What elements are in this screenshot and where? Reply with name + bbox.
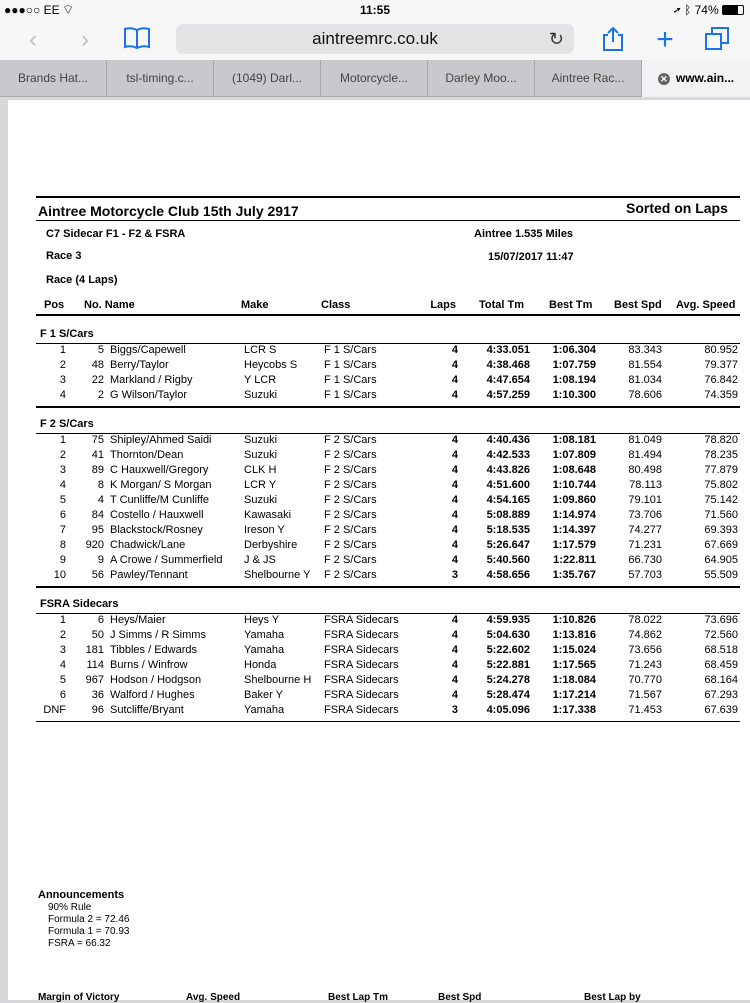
table-cell: 78.022 — [628, 614, 662, 626]
table-cell: F 2 S/Cars — [324, 479, 377, 491]
table-cell: Heys Y — [244, 614, 280, 626]
table-cell: 7 — [59, 524, 66, 536]
table-cell: 4:42.533 — [486, 449, 530, 461]
tab-motorcycle[interactable]: Motorcycle... — [321, 60, 428, 97]
tab-aintree-racing[interactable]: Aintree Rac... — [535, 60, 642, 97]
table-cell: 920 — [85, 539, 104, 551]
table-cell: J Simms / R Simms — [110, 629, 206, 641]
table-cell: 5 — [59, 494, 66, 506]
table-cell: 6 — [97, 614, 104, 626]
table-cell: Baker Y — [244, 689, 283, 701]
table-cell: Sutcliffe/Bryant — [110, 704, 184, 716]
table-cell: 68.518 — [704, 644, 738, 656]
table-cell: 80.952 — [704, 344, 738, 356]
table-cell: 1:07.759 — [552, 359, 596, 371]
table-cell: 4:33.051 — [486, 344, 530, 356]
table-cell: Suzuki — [244, 449, 278, 461]
table-cell: 70.770 — [628, 674, 662, 686]
table-cell: F 2 S/Cars — [324, 449, 377, 461]
table-cell: A Crowe / Summerfield — [110, 554, 223, 566]
table-cell: Shelbourne Y — [244, 569, 311, 581]
table-cell: 75 — [91, 434, 104, 446]
table-cell: 81.494 — [628, 449, 662, 461]
table-cell: 1 — [59, 434, 66, 446]
table-cell: Shipley/Ahmed Saidi — [110, 434, 212, 446]
group-name: F 2 S/Cars — [40, 418, 94, 430]
table-cell: 81.554 — [628, 359, 662, 371]
table-cell: 81.049 — [628, 434, 662, 446]
table-cell: 5:28.474 — [486, 689, 530, 701]
table-cell: Derbyshire — [244, 539, 298, 551]
table-cell: 4 — [451, 464, 458, 476]
table-cell: 9 — [59, 554, 66, 566]
web-page[interactable] — [8, 100, 750, 1003]
table-cell: Suzuki — [244, 389, 278, 401]
table-cell: 41 — [91, 449, 104, 461]
table-cell: 4 — [451, 629, 458, 641]
table-cell: 89 — [91, 464, 104, 476]
table-cell: 2 — [59, 359, 66, 371]
table-cell: FSRA Sidecars — [324, 644, 399, 656]
table-cell: 181 — [85, 644, 104, 656]
table-cell: 4 — [451, 539, 458, 551]
table-cell: FSRA Sidecars — [324, 614, 399, 626]
table-cell: F 1 S/Cars — [324, 344, 377, 356]
table-cell: 4:05.096 — [486, 704, 530, 716]
table-cell: 1 — [59, 344, 66, 356]
table-cell: 1:10.826 — [552, 614, 596, 626]
table-cell: 4:40.436 — [486, 434, 530, 446]
table-cell: 71.560 — [704, 509, 738, 521]
table-cell: 5 — [59, 674, 66, 686]
table-cell: 4:54.165 — [486, 494, 530, 506]
table-cell: 8 — [59, 539, 66, 551]
table-cell: 3 — [59, 644, 66, 656]
table-cell: CLK H — [244, 464, 277, 476]
table-cell: FSRA Sidecars — [324, 674, 399, 686]
wifi-icon: ⌔ — [62, 2, 75, 17]
table-cell: Thornton/Dean — [110, 449, 184, 461]
table-cell: Ireson Y — [244, 524, 285, 536]
table-cell: 1:17.214 — [552, 689, 596, 701]
table-cell: 78.606 — [628, 389, 662, 401]
back-button[interactable]: ‹ — [29, 26, 37, 53]
table-cell: 5:18.535 — [486, 524, 530, 536]
table-cell: 74.277 — [628, 524, 662, 536]
battery-icon — [722, 5, 744, 15]
table-cell: 95 — [91, 524, 104, 536]
table-cell: Kawasaki — [244, 509, 292, 521]
tab-tsl-timing[interactable]: tsl-timing.c... — [107, 60, 214, 97]
table-cell: 5:40.560 — [486, 554, 530, 566]
table-cell: 4 — [451, 434, 458, 446]
table-cell: 4 — [451, 494, 458, 506]
table-cell: 1:18.084 — [552, 674, 596, 686]
table-cell: 4 — [451, 449, 458, 461]
table-cell: 4 — [451, 524, 458, 536]
address-bar[interactable] — [176, 24, 574, 54]
table-cell: 67.639 — [704, 704, 738, 716]
table-cell: 84 — [91, 509, 104, 521]
table-cell: 4 — [97, 494, 104, 506]
table-cell: 67.669 — [704, 539, 738, 551]
table-cell: 79.101 — [628, 494, 662, 506]
table-cell: 4 — [451, 554, 458, 566]
table-cell: 1:17.579 — [552, 539, 596, 551]
table-cell: 71.567 — [628, 689, 662, 701]
table-cell: C Hauxwell/Gregory — [110, 464, 209, 476]
table-cell: 71.453 — [628, 704, 662, 716]
table-cell: Chadwick/Lane — [110, 539, 186, 551]
table-cell: 4:47.654 — [486, 374, 530, 386]
table-cell: J & JS — [244, 554, 276, 566]
table-cell: 4 — [451, 689, 458, 701]
table-cell: 22 — [91, 374, 104, 386]
table-cell: 1:17.338 — [552, 704, 596, 716]
table-cell: 2 — [97, 389, 104, 401]
table-cell: Yamaha — [244, 629, 285, 641]
table-cell: 73.696 — [704, 614, 738, 626]
table-cell: 3 — [59, 374, 66, 386]
table-cell: F 1 S/Cars — [324, 374, 377, 386]
table-cell: 5 — [97, 344, 104, 356]
table-cell: 2 — [59, 449, 66, 461]
table-cell: 4 — [451, 359, 458, 371]
table-cell: 4 — [451, 614, 458, 626]
table-cell: 2 — [59, 629, 66, 641]
table-cell: Biggs/Capewell — [110, 344, 186, 356]
table-cell: 1:14.974 — [552, 509, 596, 521]
table-cell: 78.113 — [629, 479, 662, 491]
table-cell: 48 — [91, 359, 104, 371]
table-cell: 36 — [91, 689, 104, 701]
table-cell: Suzuki — [244, 494, 278, 506]
table-cell: 72.560 — [704, 629, 738, 641]
results-document: Aintree Motorcycle Club 15th July 2917 Sorted on Laps C7 Sidecar F1 - F2 & FSRA Aintree 1.535 Miles Race 3 15/07/2017 11:47 Race (4 Laps) Pos No. Name Make Class Laps Total Tm Best Tm Best Spd Avg. Speed F 1 S/Cars 1 5 Biggs/Capewell LCR S F 1 S/Cars 4 4:33.051 1:06.304 83.343 80.952 2 48 Berry/Taylor Heycobs S F 1 S/Cars 4 4:38.468 1:07.759 81.554 79.377 3 22 Markland / Rigby Y LCR F 1 S/Cars 4 4:47.654 1:08.194 81.034 76.842 4 2 G Wilson/Taylor Suzuki F 1 S/Cars 4 4:57.259 1:10.300 78.606 74.359 F 2 S/Cars 1 75 Shipley/Ahmed Saidi Suzuki F 2 S/Cars 4 4:40.436 1:08.181 81.049 78.820 2 41 Thornton/Dean Suzuki F 2 S/Cars 4 4:42.533 1:07.809 81.494 78.235 3 89 C Hauxwell/Gregory CLK H F 2 S/Cars 4 4:43.826 1:08.648 80.498 77.879 4 8 K Morgan/ S Morgan LCR Y F 2 S/Cars 4 4:51.600 1:10.744 78.113 75.802 5 4 T Cunliffe/M Cunliffe Suzuki F 2 S/Cars 4 4:54.165 1:09.860 79.101 75.142 6 84 Costello / Hauxwell Kawasaki F 2 S/Cars 4 5:08.889 1:14.974 73.706 71.560 7 95 Blackstock/Rosney Ireson Y F 2 S/Cars 4 5:18.535 1:14.397 74.277 69.393 8 920 Chadwick/Lane Derbyshire F 2 S/Cars 4 5:26.647 1:17.579 71.231 67.669 9 9 A Crowe / Summerfield J & JS F 2 S/Cars 4 5:40.560 1:22.811 66.730 64.905 10 56 Pawley/Tennant Shelbourne Y F 2 S/Cars 3 4:58.656 1:35.767 57.703 55.509 FSRA Sidecars 1 6 Heys/Maier Heys Y FSRA Sidecars 4 4:59.935 1:10.826 78.022 73.696 2 50 J Simms / R Simms Yamaha FSRA Sidecars 4 5:04.630 1:13.816 74.862 72.560 3 181 Tibbles / Edwards Yamaha FSRA Sidecars 4 5:22.602 1:15.024 73.656 68.518 4 114 Burns / Winfrow Honda FSRA Sidecars 4 5:22.881 1:17.565 71.243 68.459 5 967 Hodson / Hodgson Shelbourne H FSRA Sidecars 4 5:24.278 1:18.084 70.770 68.164 6 36 Walford / Hughes Baker Y FSRA Sidecars 4 5:28.474 1:17.214 71.567 67.293 DNF 96 Sutcliffe/Bryant Yamaha FSRA Sidecars 3 4:05.096 1:17.338 71.453 67.639 Announcements 90% Rule Formula 2 = 72.46 Formula 1 = 70.93 FSRA = 66.32 Margin of Victory Avg. Speed Best Lap Tm Best Spd Best Lap by — [8, 100, 750, 1000]
table-cell: Suzuki — [244, 434, 278, 446]
table-cell: 81.034 — [628, 374, 662, 386]
table-cell: 68.164 — [704, 674, 738, 686]
table-cell: 1:08.181 — [552, 434, 596, 446]
table-cell: 5:22.881 — [486, 659, 530, 671]
table-cell: 5:26.647 — [486, 539, 530, 551]
table-cell: 96 — [91, 704, 104, 716]
table-cell: FSRA Sidecars — [324, 689, 399, 701]
table-cell: 74.359 — [704, 389, 738, 401]
table-cell: 73.656 — [628, 644, 662, 656]
table-cell: 1 — [59, 614, 66, 626]
table-cell: 5:08.889 — [486, 509, 530, 521]
tabs-overview-icon[interactable] — [702, 26, 732, 54]
table-cell: 1:09.860 — [552, 494, 596, 506]
table-cell: LCR Y — [244, 479, 277, 491]
race-laps: Race (4 Laps) — [46, 274, 118, 286]
table-cell: 79.377 — [704, 359, 738, 371]
table-cell: 1:15.024 — [552, 644, 596, 656]
table-cell: 4 — [451, 479, 458, 491]
table-cell: 1:14.397 — [552, 524, 596, 536]
table-cell: 75.142 — [704, 494, 738, 506]
table-cell: Yamaha — [244, 704, 285, 716]
table-cell: 67.293 — [704, 689, 738, 701]
race-datetime: 15/07/2017 11:47 — [488, 251, 574, 263]
tab-darley-moor[interactable]: Darley Moo... — [428, 60, 535, 97]
table-cell: 76.842 — [704, 374, 738, 386]
group-name: FSRA Sidecars — [40, 598, 119, 610]
table-cell: 71.231 — [628, 539, 662, 551]
table-cell: 50 — [91, 629, 104, 641]
table-cell: F 1 S/Cars — [324, 389, 377, 401]
table-cell: 114 — [86, 659, 104, 671]
table-cell: 56 — [91, 569, 104, 581]
table-cell: Costello / Hauxwell — [110, 509, 204, 521]
table-cell: 1:22.811 — [553, 554, 596, 566]
document-title: Aintree Motorcycle Club 15th July 2917 — [38, 203, 299, 219]
table-cell: F 2 S/Cars — [324, 524, 377, 536]
table-cell: Pawley/Tennant — [110, 569, 188, 581]
table-cell: Heys/Maier — [110, 614, 166, 626]
table-cell: FSRA Sidecars — [324, 659, 399, 671]
table-cell: F 1 S/Cars — [324, 359, 377, 371]
table-cell: 5:22.602 — [486, 644, 530, 656]
table-cell: 1:07.809 — [552, 449, 596, 461]
location-icon: ➚ — [673, 3, 681, 17]
table-cell: Honda — [244, 659, 277, 671]
table-cell: 73.706 — [628, 509, 662, 521]
table-cell: 71.243 — [628, 659, 662, 671]
table-cell: 1:17.565 — [552, 659, 596, 671]
new-tab-icon[interactable]: + — [656, 23, 674, 56]
table-cell: 4:51.600 — [486, 479, 530, 491]
clock: 11:55 — [359, 3, 391, 17]
table-cell: 3 — [451, 569, 458, 581]
table-cell: 10 — [53, 569, 66, 581]
table-cell: F 2 S/Cars — [324, 539, 377, 551]
table-cell: 1:35.767 — [552, 569, 596, 581]
table-cell: 5:04.630 — [486, 629, 530, 641]
table-cell: 57.703 — [628, 569, 662, 581]
table-cell: Hodson / Hodgson — [110, 674, 202, 686]
bookmarks-icon[interactable] — [122, 26, 152, 54]
table-cell: Berry/Taylor — [110, 359, 169, 371]
table-cell: 967 — [85, 674, 104, 686]
table-cell: 6 — [59, 689, 66, 701]
table-cell: 4 — [59, 479, 66, 491]
table-cell: 83.343 — [628, 344, 662, 356]
table-cell: FSRA Sidecars — [324, 704, 399, 716]
table-cell: 1:06.304 — [552, 344, 596, 356]
table-cell: 4 — [451, 389, 458, 401]
table-cell: K Morgan/ S Morgan — [110, 479, 212, 491]
group-name: F 1 S/Cars — [40, 328, 94, 340]
tab-bar — [0, 60, 750, 97]
table-cell: G Wilson/Taylor — [110, 389, 188, 401]
table-cell: 4 — [59, 389, 66, 401]
table-cell: 1:08.648 — [552, 464, 596, 476]
table-cell: 1:08.194 — [552, 374, 596, 386]
table-cell: 4:59.935 — [486, 614, 530, 626]
table-cell: F 2 S/Cars — [324, 494, 377, 506]
table-cell: F 2 S/Cars — [324, 569, 377, 581]
battery-percent: 74% — [694, 3, 719, 17]
table-cell: 74.862 — [628, 629, 662, 641]
table-cell: 80.498 — [628, 464, 662, 476]
status-bar — [0, 0, 750, 20]
table-cell: LCR S — [244, 344, 277, 356]
bluetooth-icon: ᛒ — [684, 3, 692, 17]
table-cell: 4 — [451, 644, 458, 656]
table-cell: 66.730 — [628, 554, 662, 566]
circuit-length: Aintree 1.535 Miles — [474, 228, 574, 240]
table-cell: Walford / Hughes — [110, 689, 195, 701]
url-text: aintreemrc.co.uk — [312, 29, 438, 48]
event-name: C7 Sidecar F1 - F2 & FSRA — [46, 228, 186, 240]
table-cell: 4:58.656 — [486, 569, 530, 581]
table-cell: Blackstock/Rosney — [110, 524, 203, 536]
table-cell: 1:10.300 — [552, 389, 596, 401]
table-cell: 1:10.744 — [552, 479, 596, 491]
table-cell: 4 — [451, 344, 458, 356]
table-cell: Markland / Rigby — [110, 374, 193, 386]
table-cell: F 2 S/Cars — [324, 464, 377, 476]
table-cell: 8 — [97, 479, 104, 491]
tab-aintree-active[interactable]: ✕ www.ain... — [642, 60, 750, 97]
table-cell: 78.235 — [704, 449, 738, 461]
table-cell: Yamaha — [244, 644, 285, 656]
table-cell: 64.905 — [704, 554, 738, 566]
table-cell: 75.802 — [704, 479, 738, 491]
table-cell: 4:57.259 — [486, 389, 530, 401]
table-cell: F 2 S/Cars — [324, 554, 377, 566]
browser-toolbar — [0, 20, 750, 60]
table-cell: 3 — [451, 704, 458, 716]
table-cell: DNF — [43, 704, 66, 716]
table-cell: 4 — [451, 659, 458, 671]
table-cell: 4 — [451, 374, 458, 386]
table-cell: 77.879 — [704, 464, 738, 476]
table-cell: 6 — [59, 509, 66, 521]
race-number: Race 3 — [46, 250, 82, 262]
table-cell: 5:24.278 — [486, 674, 530, 686]
table-cell: 9 — [97, 554, 104, 566]
table-cell: 4 — [451, 674, 458, 686]
reload-icon[interactable]: ↻ — [548, 29, 564, 49]
battery-status — [674, 3, 744, 17]
table-cell: Burns / Winfrow — [110, 659, 188, 671]
table-cell: 68.459 — [704, 659, 738, 671]
table-cell: Heycobs S — [244, 359, 298, 371]
table-cell: 4 — [451, 509, 458, 521]
tab-darley[interactable]: (1049) Darl... — [214, 60, 321, 97]
table-cell: 4:38.468 — [486, 359, 530, 371]
table-cell: Shelbourne H — [244, 674, 312, 686]
table-cell: Tibbles / Edwards — [110, 644, 198, 656]
table-cell: FSRA Sidecars — [324, 629, 399, 641]
close-tab-icon[interactable]: ✕ — [658, 73, 670, 85]
table-cell: 4 — [59, 659, 66, 671]
table-cell: 78.820 — [704, 434, 738, 446]
table-cell: F 2 S/Cars — [324, 509, 377, 521]
table-cell: Y LCR — [244, 374, 277, 386]
table-cell: 3 — [59, 464, 66, 476]
carrier-signal: ●●●○○ EE — [4, 3, 60, 17]
sort-label: Sorted on Laps — [626, 200, 728, 216]
table-cell: 55.509 — [704, 569, 738, 581]
table-cell: 69.393 — [704, 524, 738, 536]
tab-brands-hatch[interactable]: Brands Hat... — [0, 60, 107, 97]
share-icon[interactable] — [598, 26, 628, 54]
table-cell: F 2 S/Cars — [324, 434, 377, 446]
table-cell: 1:13.816 — [552, 629, 596, 641]
table-cell: T Cunliffe/M Cunliffe — [110, 494, 210, 506]
table-cell: 4:43.826 — [486, 464, 530, 476]
forward-button[interactable]: › — [81, 26, 89, 53]
